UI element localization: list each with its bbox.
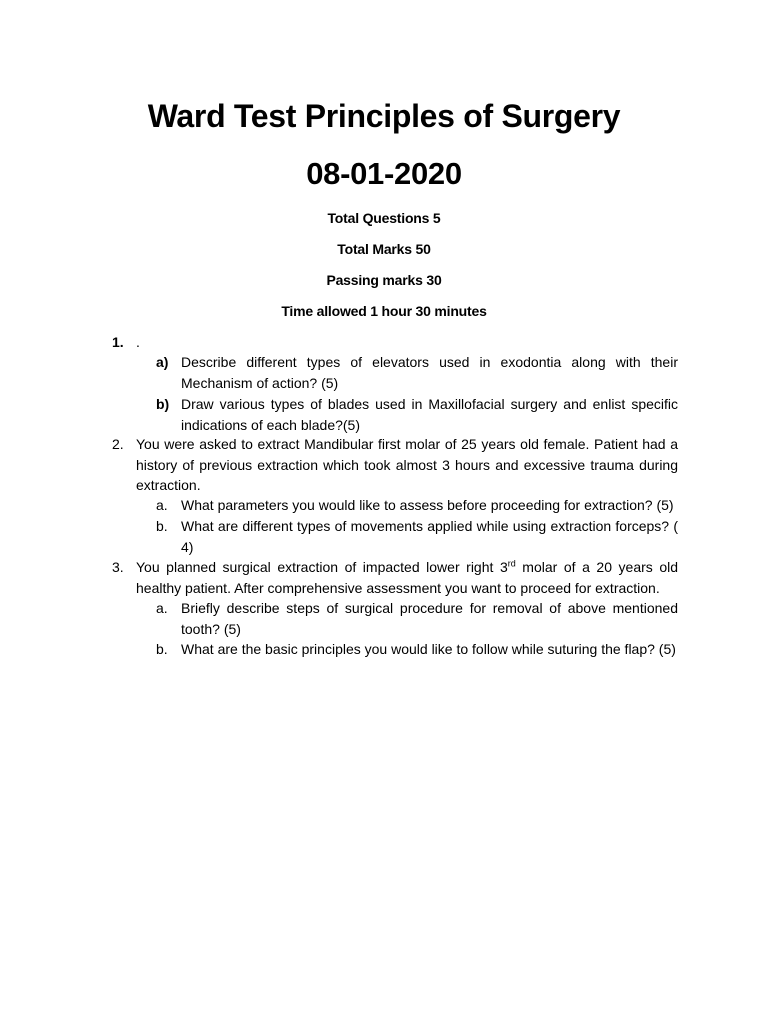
part-text: What parameters you would like to assess before proceeding for extraction? (5) (181, 497, 674, 513)
question-2-part-b (156, 516, 678, 557)
part-text: What are different types of movements applied while using extraction forceps? ( 4) (181, 518, 678, 555)
question-1-part-a (156, 352, 678, 393)
part-text: What are the basic principles you would like to follow while suturing the flap? (5) (181, 641, 676, 657)
question-number: 3. (112, 559, 124, 575)
part-text: Draw various types of blades used in Maxillofacial surgery and enlist specific indications of each blade?(5) (181, 396, 678, 433)
question-3-part-b (156, 639, 678, 660)
part-letter: a. (156, 497, 168, 513)
question-2-part-a (156, 495, 678, 516)
question-2 (112, 434, 678, 496)
part-letter: b) (156, 396, 170, 412)
question-3-part-a (156, 598, 678, 639)
question-number: 1. (112, 334, 124, 350)
part-letter: a. (156, 600, 168, 616)
question-text: . (136, 334, 140, 350)
test-date: 08-01-2020 (306, 156, 462, 191)
question-1 (112, 332, 678, 353)
ordinal-suffix: rd (507, 558, 516, 569)
question-1-part-b (156, 394, 678, 435)
part-text: Briefly describe steps of surgical procedure for removal of above mentioned tooth? (5) (181, 600, 678, 637)
time-allowed: Time allowed 1 hour 30 minutes (281, 303, 487, 319)
part-letter: b. (156, 641, 168, 657)
question-3 (112, 557, 678, 598)
part-letter: a) (156, 354, 169, 370)
part-text: Describe different types of elevators used in exodontia along with their Mechanism of action? (5) (181, 354, 678, 391)
question-text-end: molar of a 20 years old healthy patient. After comprehensive assessment you want to proceed for extraction. (136, 559, 678, 596)
question-text: You were asked to extract Mandibular first molar of 25 years old female. Patient had a history of previous extraction which took almost 3 hours and excessive trauma during extraction. (136, 436, 678, 494)
total-marks: Total Marks 50 (337, 241, 431, 257)
question-number: 2. (112, 436, 124, 452)
document-title: Ward Test Principles of Surgery (147, 98, 621, 134)
total-questions: Total Questions 5 (327, 210, 441, 226)
part-letter: b. (156, 518, 168, 534)
question-text-start: You planned surgical extraction of impacted lower right 3 (136, 559, 508, 575)
passing-marks: Passing marks 30 (326, 272, 442, 288)
question-text (136, 557, 678, 598)
